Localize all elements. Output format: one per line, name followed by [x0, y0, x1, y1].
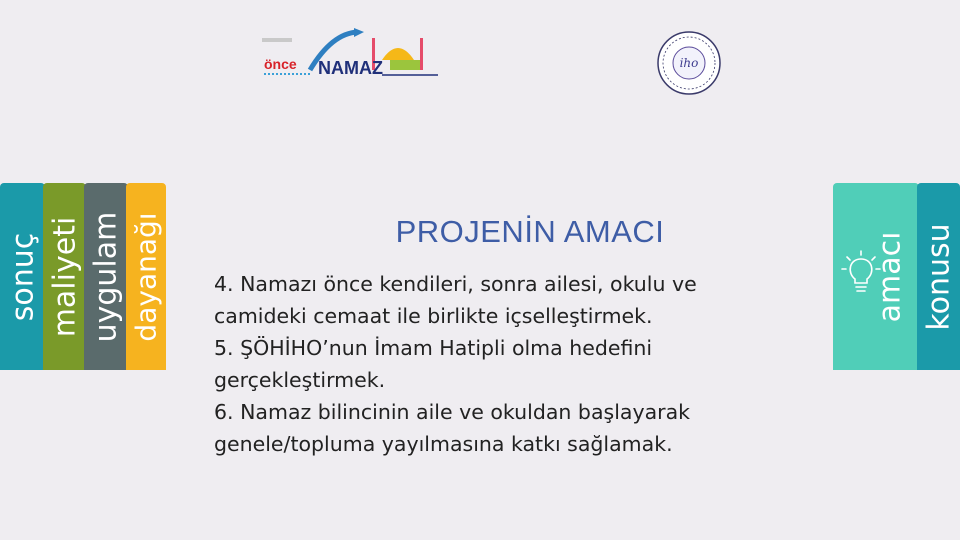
- tab-uygulama[interactable]: [84, 183, 128, 370]
- tab-amaci[interactable]: [833, 183, 919, 370]
- svg-text:NAMAZ: NAMAZ: [318, 58, 383, 78]
- goal-line: camideki cemaat ile birlikte içselleştirmek.: [214, 304, 653, 328]
- tab-konusu-label: konusu: [921, 222, 956, 331]
- svg-text:iho: iho: [679, 56, 699, 70]
- page-title: PROJENİN AMACI: [395, 214, 665, 249]
- tab-maliyeti[interactable]: [43, 183, 86, 370]
- goal-line: 6. Namaz bilincinin aile ve okuldan başlayarak: [214, 400, 691, 424]
- goal-line: 5. ŞÖHİHO’nun İmam Hatipli olma hedefini: [214, 336, 653, 360]
- tab-konusu[interactable]: [917, 183, 960, 370]
- goal-line: 4. Namazı önce kendileri, sonra ailesi, okulu ve: [214, 272, 697, 296]
- tab-dayanagi-label: dayanağı: [129, 211, 163, 342]
- goal-description: [214, 268, 814, 460]
- tab-uygulama-label: uygulam: [88, 211, 124, 342]
- tab-dayanagi[interactable]: [126, 183, 166, 370]
- iho-seal-logo: [656, 30, 722, 96]
- goal-line: genele/topluma yayılmasına katkı sağlamak.: [214, 432, 673, 456]
- tab-sonuc[interactable]: [0, 183, 45, 370]
- tab-amaci-label: amacı: [872, 231, 908, 322]
- tab-maliyeti-label: maliyeti: [47, 216, 82, 337]
- tab-sonuc-label: sonuç: [5, 232, 40, 321]
- svg-text:önce: önce: [264, 56, 297, 72]
- goal-line: gerçekleştirmek.: [214, 368, 386, 392]
- once-namaz-logo: [262, 28, 440, 78]
